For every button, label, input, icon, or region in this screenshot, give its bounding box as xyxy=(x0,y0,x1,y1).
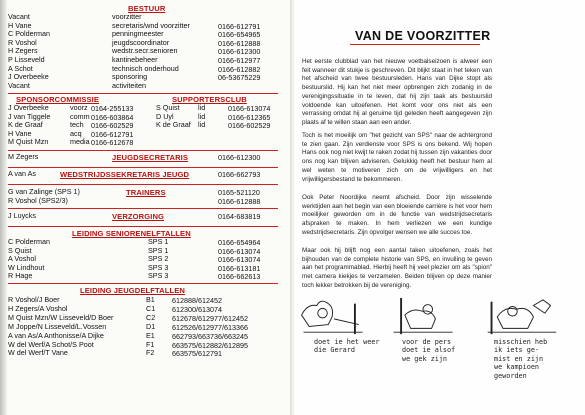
sponsor-phone: 0166-612678 xyxy=(91,138,134,148)
board-member-name: H Zegers xyxy=(8,46,38,56)
senior-team: SPS 1 xyxy=(148,245,169,255)
section-heading-jeugdsecretaris: JEUGDSECRETARIS xyxy=(112,153,189,162)
supporter-name: D Uyl xyxy=(156,111,174,121)
supporter-role: lid xyxy=(198,111,206,121)
scan-edge xyxy=(0,0,8,415)
youth-team: E1 xyxy=(146,330,155,340)
page-title: VAN DE VOORZITTER xyxy=(355,29,491,43)
youth-team: B1 xyxy=(146,295,155,304)
sponsor-phone: 0166-603864 xyxy=(91,112,134,122)
senior-leader-phone: 0166-654964 xyxy=(218,238,261,247)
section-divider xyxy=(8,167,278,168)
youth-leader-names: W del Werf/T Vane xyxy=(8,348,68,358)
trainer-phone: 0166-612888 xyxy=(218,197,261,206)
youth-leader-phones: 612526/612977/613366 xyxy=(172,322,248,332)
sponsor-name: J Overbeeke xyxy=(8,103,49,112)
verzorging-name: J Luycks xyxy=(8,211,36,220)
youth-team: C2 xyxy=(146,312,156,322)
section-divider xyxy=(8,208,278,209)
youth-leader-phones: 612300/613074 xyxy=(172,304,222,314)
cartoon-panel-2-image xyxy=(388,296,458,336)
wedstrijdsecretaris-phone: 0166-662793 xyxy=(218,170,261,179)
sponsor-phone: 0166-602529 xyxy=(91,121,134,131)
supporter-role: lid xyxy=(198,120,206,130)
youth-leader-names: H Zegers/A Voshol xyxy=(8,303,68,313)
paragraph: Toch is het moeilijk om "het gezicht van SPS" naar de achtergrond te zien gaan. Zijn verdienste voor SPS is ons bekend. Wij hopen Hans ook nog niet kwijt te raken zodat hij tussen zijn vakanties door ons nog kan blijven adviseren. Gelukkig heeft het bestuur hem al wel weten te motiveren zich om de vrijwilligers en het vrijwilligersbestand te bekommeren. xyxy=(302,132,492,183)
senior-leader-phone: 0166-662613 xyxy=(218,272,261,282)
supporter-name: K de Graaf xyxy=(156,120,191,130)
board-member-phone: 0166-612882 xyxy=(218,64,261,74)
board-member-role: voorzitter xyxy=(112,12,142,21)
board-member-name: H Vane xyxy=(8,20,32,30)
senior-leader-phone: 0166-613074 xyxy=(218,246,261,256)
board-member-role: wedstr.secr.senioren xyxy=(112,46,178,56)
trainer-name: G van Zalinge (SPS 1) xyxy=(8,187,80,196)
sponsor-phone: 0166-612791 xyxy=(91,129,134,139)
trainer-phone: 0165-521120 xyxy=(218,188,260,197)
youth-leader-phones: 612678/612977/612452 xyxy=(172,313,248,323)
right-page xyxy=(294,0,585,415)
senior-team: SPS 3 xyxy=(148,262,169,272)
board-member-role: kantinebeheer xyxy=(112,55,158,64)
sponsor-name: J van Tiggele xyxy=(8,111,51,121)
senior-team: SPS 1 xyxy=(148,237,169,246)
section-heading-sponsorcommissie: SPONSORCOMMISSIE xyxy=(16,95,100,104)
youth-leader-phones: 662793/663736/663245 xyxy=(172,331,248,341)
cartoon-panel-3-image xyxy=(482,296,562,336)
supporter-role: lid xyxy=(198,103,206,112)
board-member-phone: 0166-612888 xyxy=(218,38,261,48)
sponsor-role: media xyxy=(70,137,90,147)
youth-leader-names: R Voshol/J Boer xyxy=(8,295,60,304)
paragraph: Ook Peter Noordijke neemt afscheid. Door zijn wisselende werktijden aan het begin van een bloeiende carrière is het voor hem moeilijker geworden om in de functie van wedstrijdsecretaris afspraken te maken. In hem verliezen we een kundige wedstrijdsecretaris. Zijn opvolger wensen we alle succes toe. xyxy=(302,194,492,236)
board-member-name: Vacant xyxy=(8,12,30,21)
title-underline xyxy=(350,44,480,45)
youth-leader-phones: 663575/612882/612895 xyxy=(172,340,248,350)
board-member-phone: 0166-612300 xyxy=(218,47,261,57)
sponsor-role: comm xyxy=(70,111,90,121)
senior-leader-name: W Lindhout xyxy=(8,262,45,272)
board-member-role: jeugdscoordinator xyxy=(112,37,170,47)
paragraph: Het eerste clubblad van het nieuwe voetbalseizoen is alweer een feit wanneer dit stukje is geschreven. Dit blijkt staat in het teken van het afscheid van twee bestuursleden. Hans van Dijke stopt als bestuurslid. Hij kan het niet meer opbrengen zich zodanig in de verenigingssituatie in te leven, dat hij zijn taak als bestuurslid voldoende kan uitoefenen. Het komt voor ons niet als een verrassing omdat hij al geruime tijd geleden heeft aangegeven zijn plaats af te willen staan aan een ander. xyxy=(302,58,492,126)
section-heading-bestuur: BESTUUR xyxy=(128,4,166,13)
supporter-phone: 0166-613074 xyxy=(228,104,271,113)
section-divider xyxy=(8,283,278,284)
board-member-name: Vacant xyxy=(8,80,30,90)
cartoon-caption-2: voor de pers doet ie alsof we gek zijn xyxy=(402,338,456,363)
section-heading-supportersclub: SUPPORTERSCLUB xyxy=(172,95,247,104)
youth-leader-names: W del Werf/A Schot/S Poot xyxy=(8,339,94,349)
left-page xyxy=(0,0,292,415)
senior-leader-name: C Polderman xyxy=(8,237,50,246)
board-member-name: A Schot xyxy=(8,63,33,73)
wedstrijdsecretaris-name: A van As xyxy=(8,169,36,178)
cartoon-caption-1: doet ie het weer die Gerard xyxy=(314,338,380,355)
supporter-name: S Quist xyxy=(156,103,180,112)
section-heading-wedstrijdsecretaris: WEDSTRIJDSSEKRETARIS JEUGD xyxy=(60,170,190,179)
board-member-phone: 0166-612977 xyxy=(218,56,261,65)
board-member-name: J Overbeeke xyxy=(8,72,49,82)
jeugdsecretaris-phone: 0166-612300 xyxy=(218,153,261,162)
board-member-phone: 06-53675229 xyxy=(218,73,261,83)
senior-leader-name: A Voshol xyxy=(8,254,36,264)
jeugdsecretaris-name: M Zegers xyxy=(8,152,39,161)
paragraph: Maar ook hij blijft nog een aantal taken uitoefenen, zoals het bijhouden van de complete historie van SPS, en invulling te geven aan het programmablad. Hierbij heeft hij veel plezier om als "spion" met camera kiekjes te verzamelen. Beiden blijven op deze manier toch lekker betrokken bij de vereniging. xyxy=(302,247,492,289)
board-member-role: technisch onderhoud xyxy=(112,63,179,73)
sponsor-phone: 0164-255133 xyxy=(91,104,134,113)
section-heading-senioren: LEIDING SENIORENELFTALLEN xyxy=(72,229,191,238)
youth-leader-names: A van As/A Anthonisse/A Dijke xyxy=(8,330,104,340)
section-heading-trainers: TRAINERS xyxy=(126,188,166,197)
cartoon-panel-1-image xyxy=(298,296,368,336)
sponsor-role: tech xyxy=(70,120,84,130)
sponsor-name: M Quist Mzn xyxy=(8,137,49,147)
youth-team: C1 xyxy=(146,303,156,313)
board-member-name: R Voshol xyxy=(8,37,37,47)
supporter-phone: 0166-602529 xyxy=(228,121,271,131)
section-divider xyxy=(8,184,278,185)
senior-leader-phone: 0166-613074 xyxy=(218,255,261,265)
board-member-name: P Lisseveld xyxy=(8,55,45,64)
youth-team: F1 xyxy=(146,339,155,349)
board-member-role: penningmeester xyxy=(112,29,164,39)
board-member-role: sponsoring xyxy=(112,72,148,82)
section-divider xyxy=(8,150,278,151)
verzorging-phone: 0164-683819 xyxy=(218,212,261,221)
youth-leader-names: M Quist Mzn/W Lisseveld/D Boer xyxy=(8,312,114,322)
senior-leader-name: S Quist xyxy=(8,245,32,255)
senior-leader-name: R Hage xyxy=(8,271,33,281)
sponsor-role: voorz xyxy=(70,103,88,112)
board-member-phone: 0166-654965 xyxy=(218,30,261,40)
trainer-name: R Voshol (SPS2/3) xyxy=(8,196,68,205)
section-heading-jeugdelftallen: LEIDING JEUGDELFTALLEN xyxy=(80,286,185,295)
board-member-role: activiteiten xyxy=(112,80,146,90)
supporter-phone: 0166-612365 xyxy=(228,112,271,122)
section-divider xyxy=(8,226,278,227)
youth-team: F2 xyxy=(146,348,155,358)
board-member-role: secretaris/wnd voorzitter xyxy=(112,20,190,30)
senior-team: SPS 3 xyxy=(148,271,169,281)
section-divider xyxy=(8,93,278,94)
youth-leader-names: M Joppe/N Lisseveld/L.Vossen xyxy=(8,321,107,331)
sponsor-name: H Vane xyxy=(8,128,32,138)
board-member-name: C Polderman xyxy=(8,29,50,39)
section-heading-verzorging: VERZORGING xyxy=(112,212,165,221)
youth-leader-phones: 663575/612791 xyxy=(172,349,222,359)
cartoon-caption-3: misschien heb ik iets ge- mist en zijn we kampioen geworden xyxy=(494,338,548,380)
youth-team: D1 xyxy=(146,321,156,331)
sponsor-role: acq xyxy=(70,128,82,138)
sponsor-name: K de Graaf xyxy=(8,120,43,130)
senior-team: SPS 2 xyxy=(148,254,169,264)
senior-leader-phone: 0166-613181 xyxy=(218,263,261,273)
youth-leader-phones: 612888/612452 xyxy=(172,296,222,305)
board-member-phone: 0166-612791 xyxy=(218,21,261,31)
